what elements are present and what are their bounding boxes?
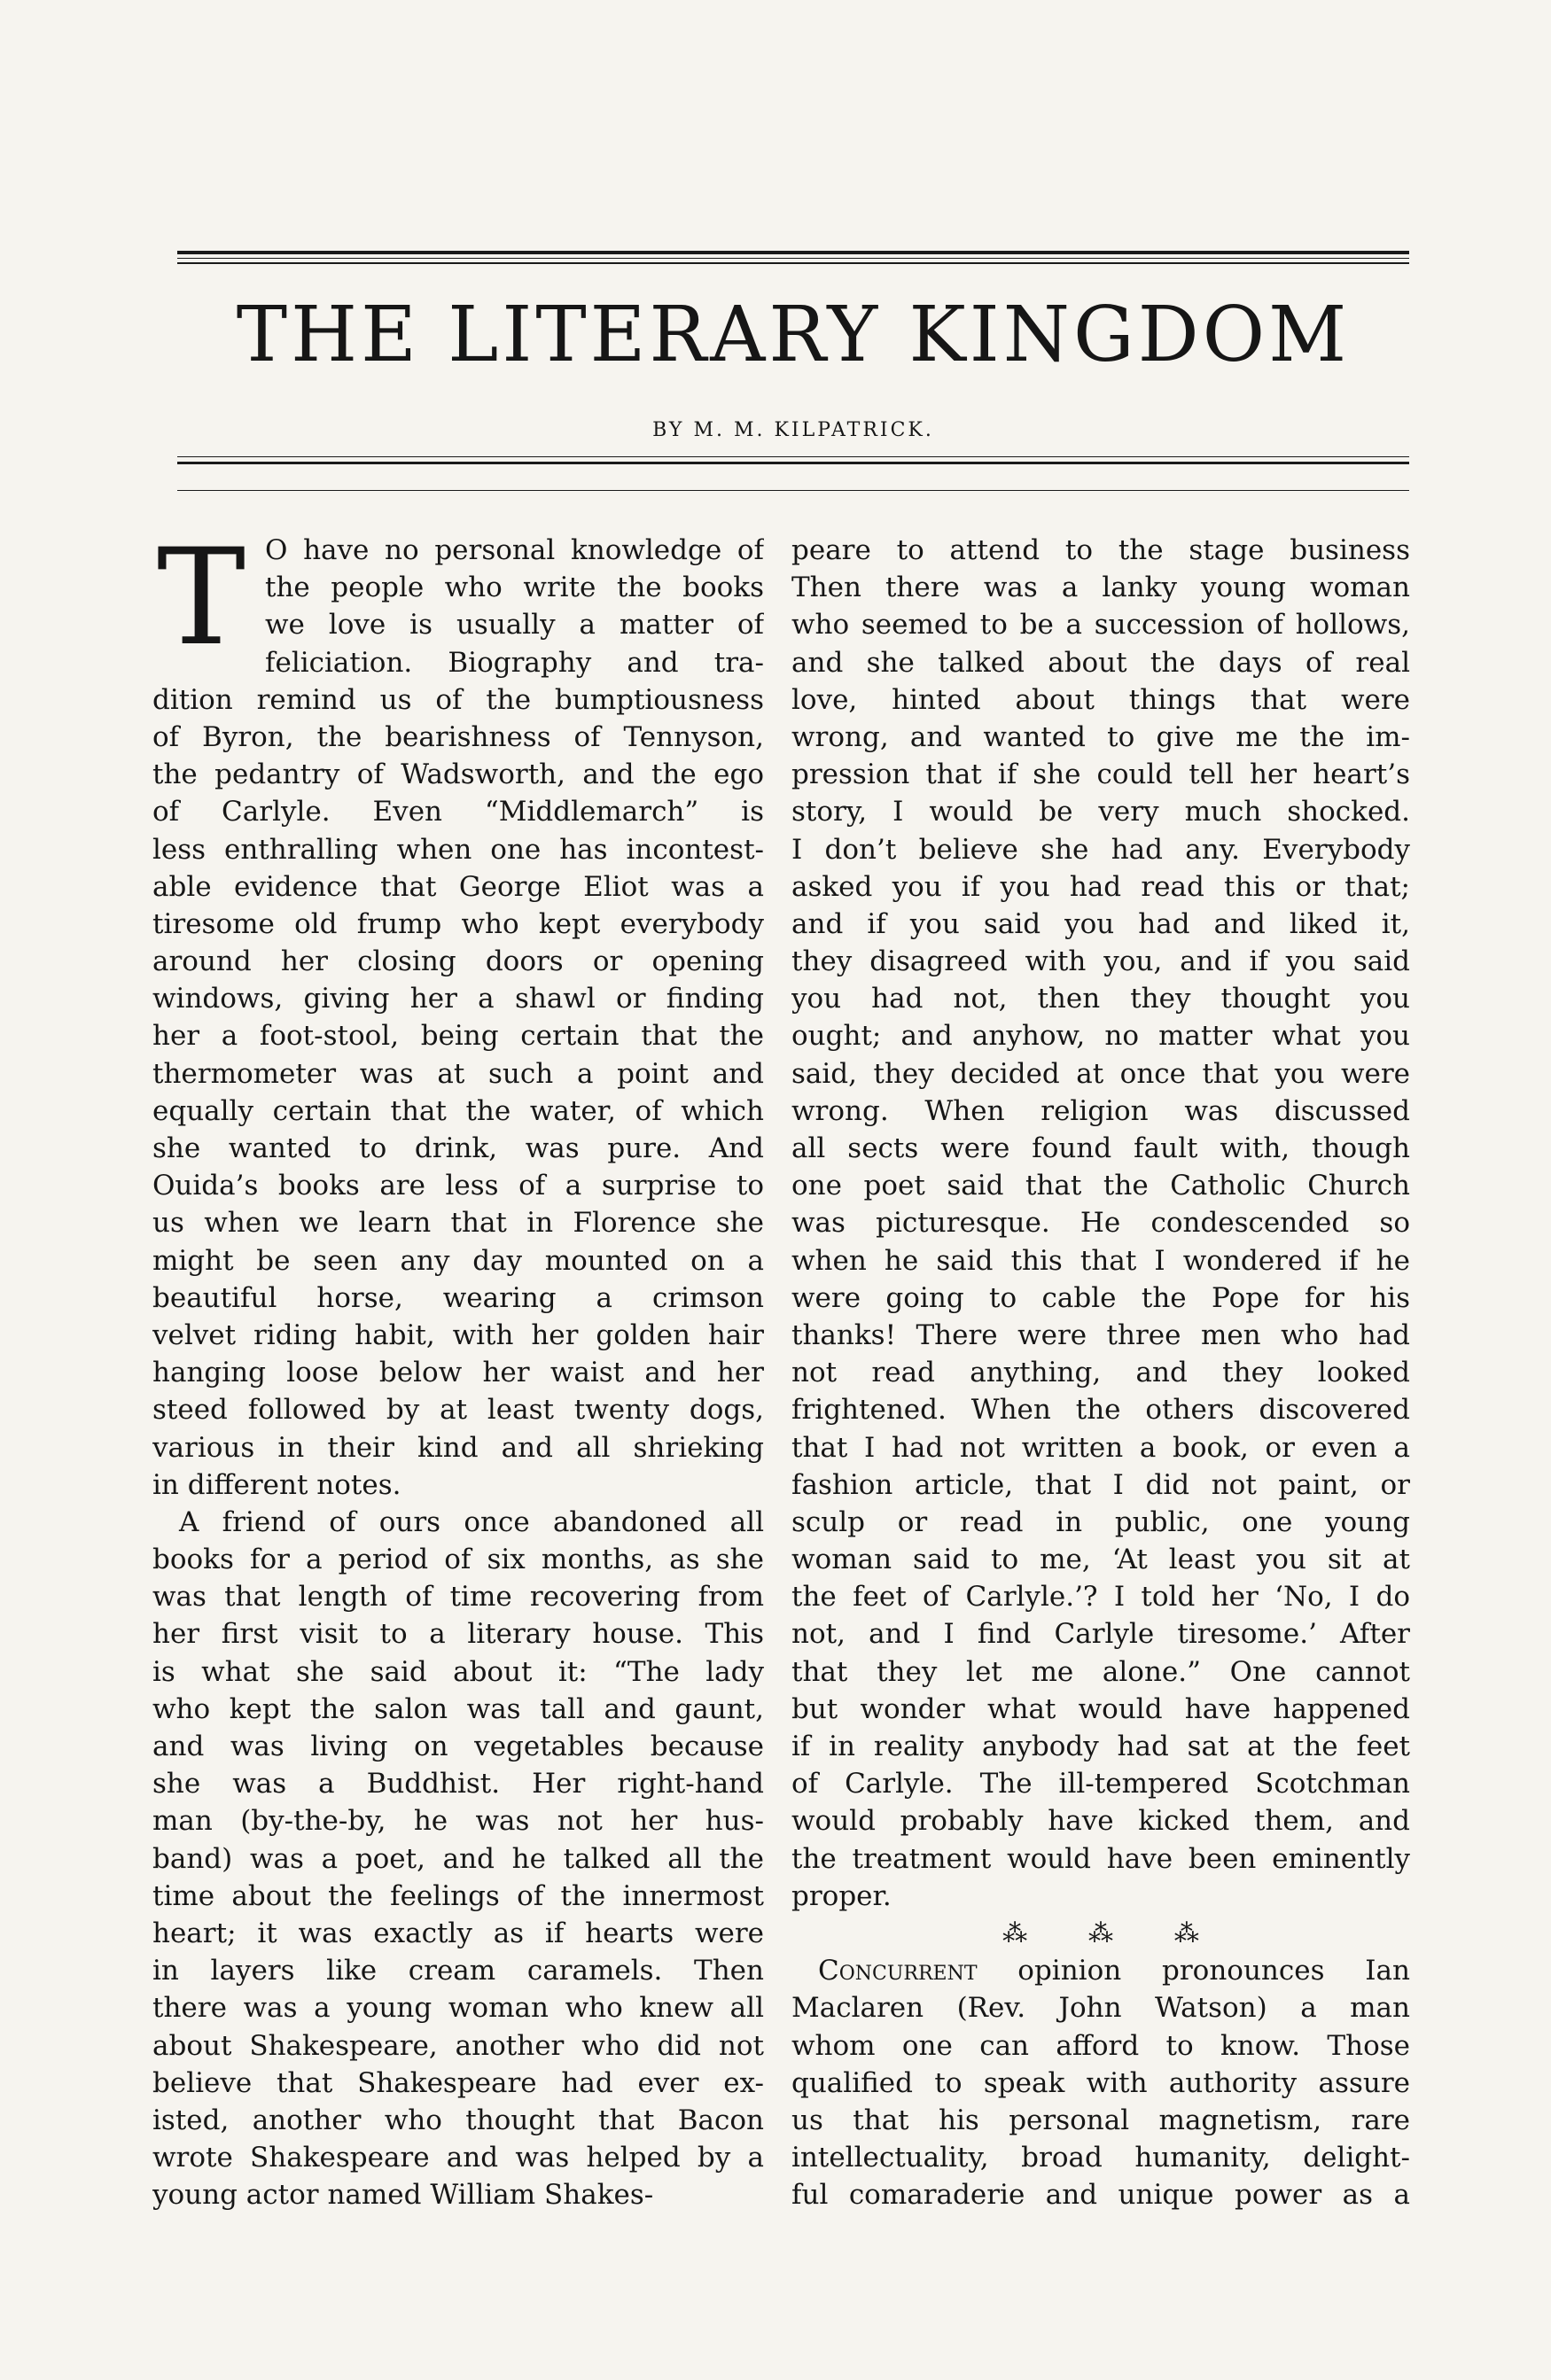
article-line: of Carlyle. The ill-tempered Scotchman xyxy=(791,1768,1410,1801)
article-line: young actor named William Shakes- xyxy=(152,2179,654,2212)
article-line: the people who write the books xyxy=(265,572,764,604)
article-line: but wonder what would have happened xyxy=(791,1692,1410,1725)
article-line: was picturesque. He condescended so xyxy=(791,1207,1410,1240)
article-line: windows, giving her a shawl or finding xyxy=(152,983,764,1015)
article-line: velvet riding habit, with her golden hair xyxy=(152,1318,764,1351)
article-line: various in their kind and all shrieking xyxy=(152,1431,764,1464)
article-line: able evidence that George Eliot was a xyxy=(152,870,764,903)
article-line: might be seen any day mounted on a xyxy=(152,1244,764,1277)
byline: BY M. M. KILPATRICK. xyxy=(652,419,934,441)
article-line: story, I would be very much shocked. xyxy=(791,796,1410,828)
article-line: believe that Shakespeare had ever ex- xyxy=(152,2066,764,2099)
article-line: less enthralling when one has incontest- xyxy=(152,833,764,866)
article-line: love, hinted about things that were xyxy=(791,683,1410,716)
article-line: pression that if she could tell her heart’s xyxy=(791,758,1410,791)
section-separator: ⁂ ⁂ ⁂ xyxy=(1002,1917,1199,1948)
article-line: time about the feelings of the innermost xyxy=(152,1879,764,1912)
article-line: O have no personal knowledge of xyxy=(265,534,764,566)
article-line: who seemed to be a succession of hollows, xyxy=(791,609,1410,642)
article-line: she was a Buddhist. Her right-hand xyxy=(152,1768,764,1801)
article-line: of Carlyle. Even “Middlemarch” is xyxy=(152,796,764,828)
article-line: there was a young woman who knew all xyxy=(152,1992,764,2025)
article-line: we love is usually a matter of xyxy=(265,609,764,642)
article-line: in layers like cream caramels. Then xyxy=(152,1955,764,1987)
article-line: band) was a poet, and he talked all the xyxy=(152,1842,764,1875)
article-line: Maclaren (Rev. John Watson) a man xyxy=(791,1992,1410,2025)
small-caps-lead: Concurrent xyxy=(818,1955,978,1987)
article-line: all sects were found fault with, though xyxy=(791,1132,1410,1164)
byline-rule-thin-2 xyxy=(177,490,1409,491)
article-line: you had not, then they thought you xyxy=(791,983,1410,1015)
byline-rule-thick xyxy=(177,462,1409,464)
article-line: us that his personal magnetism, rare xyxy=(791,2104,1410,2136)
article-line: frightened. When the others discovered xyxy=(791,1394,1410,1427)
article-line: heart; it was exactly as if hearts were xyxy=(152,1917,764,1949)
article-line: I don’t believe she had any. Everybody xyxy=(791,833,1410,866)
article-line: steed followed by at least twenty dogs, xyxy=(152,1394,764,1427)
article-line: and if you said you had and liked it, xyxy=(791,907,1410,940)
article-line: wrong, and wanted to give me the im- xyxy=(791,720,1410,753)
top-rule-thick xyxy=(177,251,1409,254)
article-line: isted, another who thought that Bacon xyxy=(152,2104,764,2136)
article-line: beautiful horse, wearing a crimson xyxy=(152,1281,764,1314)
article-line: one poet said that the Catholic Church xyxy=(791,1170,1410,1202)
article-line: books for a period of six months, as she xyxy=(152,1544,764,1576)
article-column-right xyxy=(791,532,1410,2213)
article-line: tiresome old frump who kept everybody xyxy=(152,907,764,940)
article-line: Ouida’s books are less of a surprise to xyxy=(152,1170,764,1202)
article-line: that I had not written a book, or even a xyxy=(791,1431,1410,1464)
article-line: qualified to speak with authority assure xyxy=(791,2066,1410,2099)
article-line: her first visit to a literary house. This xyxy=(152,1618,764,1651)
article-line: of Byron, the bearishness of Tennyson, xyxy=(152,720,764,753)
article-line: sculp or read in public, one young xyxy=(791,1505,1410,1538)
article-line: A friend of ours once abandoned all xyxy=(179,1505,764,1538)
article-line: wrote Shakespeare and was helped by a xyxy=(152,2142,764,2174)
article-line: Then there was a lanky young woman xyxy=(791,572,1410,604)
article-line-text: opinion pronounces Ian xyxy=(1017,1955,1410,1987)
article-line xyxy=(791,1952,1410,1989)
article-line: about Shakespeare, another who did not xyxy=(152,2029,764,2062)
article-line: hanging loose below her waist and her xyxy=(152,1357,764,1389)
drop-cap: T xyxy=(157,521,246,675)
top-rule-thin-2 xyxy=(177,262,1409,264)
article-line: wrong. When religion was discussed xyxy=(791,1094,1410,1127)
article-line: proper. xyxy=(791,1879,892,1912)
article-line: and was living on vegetables because xyxy=(152,1731,764,1762)
article-line: the treatment would have been eminently xyxy=(791,1842,1410,1875)
article-line: when he said this that I wondered if he xyxy=(791,1244,1410,1277)
article-line: ful comaraderie and unique power as a xyxy=(791,2179,1410,2212)
article-line: thanks! There were three men who had xyxy=(791,1318,1410,1351)
article-line: if in reality anybody had sat at the feet xyxy=(791,1731,1410,1762)
article-line: intellectuality, broad humanity, delight- xyxy=(791,2142,1410,2174)
article-column-left xyxy=(152,521,764,2213)
page-title: THE LITERARY KINGDOM xyxy=(236,291,1351,379)
article-line: were going to cable the Pope for his xyxy=(791,1281,1410,1314)
article-line: not, and I find Carlyle tiresome.’ After xyxy=(791,1618,1410,1651)
article-line: man (by-the-by, he was not her hus- xyxy=(152,1805,764,1838)
article-line: equally certain that the water, of which xyxy=(152,1094,764,1127)
article-line: the pedantry of Wadsworth, and the ego xyxy=(152,758,764,791)
article-line: peare to attend to the stage business xyxy=(791,534,1410,566)
article-line: asked you if you had read this or that; xyxy=(791,870,1410,903)
article-line: is what she said about it: “The lady xyxy=(152,1655,764,1688)
article-line: that they let me alone.” One cannot xyxy=(791,1655,1410,1688)
article-line: woman said to me, ‘At least you sit at xyxy=(791,1544,1410,1576)
article-line: feliciation. Biography and tra- xyxy=(265,646,764,679)
article-line: they disagreed with you, and if you said xyxy=(791,945,1410,978)
article-line: around her closing doors or opening xyxy=(152,945,764,978)
article-line: the feet of Carlyle.’? I told her ‘No, I do xyxy=(791,1581,1410,1614)
article-line: would probably have kicked them, and xyxy=(791,1805,1410,1838)
article-line: in different notes. xyxy=(152,1468,401,1501)
article-line: us when we learn that in Florence she xyxy=(152,1207,764,1240)
article-line: dition remind us of the bumptiousness xyxy=(152,683,764,716)
byline-rule-thin xyxy=(177,456,1409,457)
article-line: whom one can afford to know. Those xyxy=(791,2029,1410,2062)
article-line: ought; and anyhow, no matter what you xyxy=(791,1020,1410,1053)
article-line: and she talked about the days of real xyxy=(791,646,1410,679)
article-line: she wanted to drink, was pure. And xyxy=(152,1132,764,1164)
article-line: thermometer was at such a point and xyxy=(152,1057,764,1090)
article-line: was that length of time recovering from xyxy=(152,1581,764,1614)
article-line: said, they decided at once that you were xyxy=(791,1057,1410,1090)
article-line: fashion article, that I did not paint, or xyxy=(791,1468,1410,1501)
article-line: not read anything, and they looked xyxy=(791,1357,1410,1389)
top-rule-thin xyxy=(177,258,1409,259)
article-line: her a foot-stool, being certain that the xyxy=(152,1020,764,1053)
article-line: who kept the salon was tall and gaunt, xyxy=(152,1692,764,1725)
